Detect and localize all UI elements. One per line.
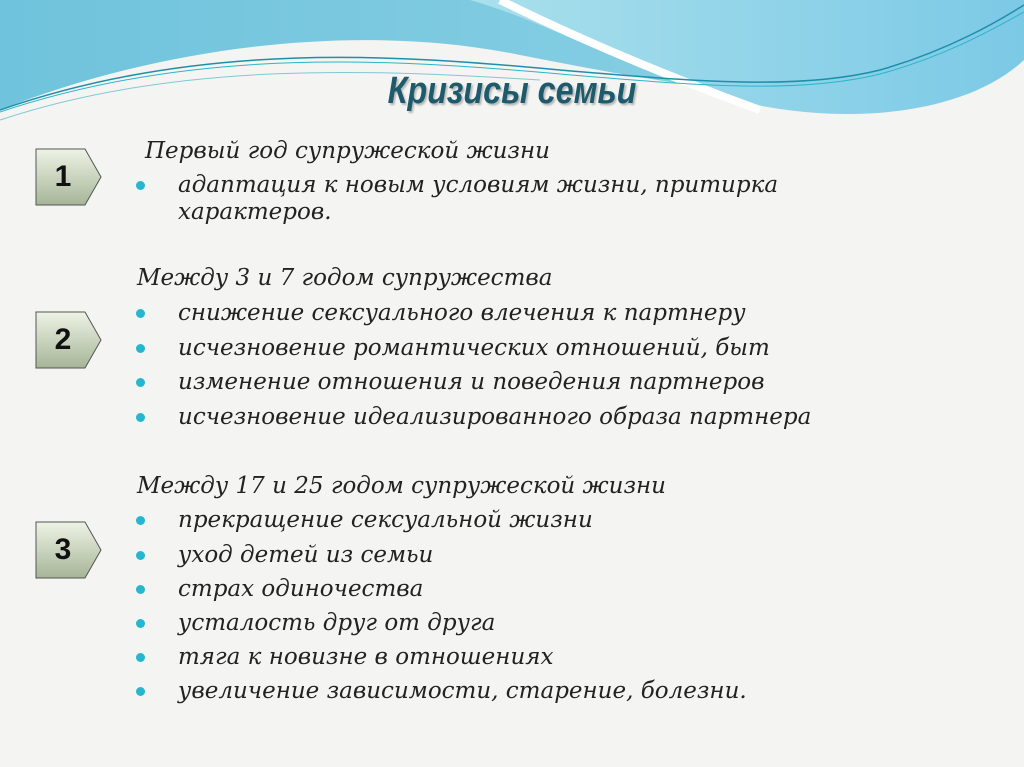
section-1-badge [35, 148, 103, 206]
list-item: адаптация к новым условиям жизни, притирка [178, 172, 779, 198]
list-item: прекращение сексуальной жизни [178, 507, 593, 533]
section-2-badge [35, 311, 103, 369]
bullet-icon [136, 687, 145, 696]
bullet-icon [136, 619, 145, 628]
list-item: тяга к новизне в отношениях [178, 644, 554, 670]
bullet-icon [136, 653, 145, 662]
bullet-icon [136, 181, 145, 190]
slide-title: Кризисы семьи [387, 70, 637, 112]
section-heading: Между 17 и 25 годом супружеской жизни [137, 473, 666, 499]
section-heading: Первый год супружеской жизни [145, 138, 550, 164]
list-item: снижение сексуального влечения к партнеру [178, 300, 746, 326]
list-item: увеличение зависимости, старение, болезни. [178, 678, 747, 704]
list-item: уход детей из семьи [178, 542, 434, 568]
section-heading: Между 3 и 7 годом супружества [137, 265, 553, 291]
bullet-icon [136, 309, 145, 318]
section-3-badge [35, 521, 103, 579]
bullet-icon [136, 378, 145, 387]
bullet-icon [136, 344, 145, 353]
bullet-icon [136, 413, 145, 422]
section-number: 2 [54, 323, 72, 356]
section-number: 1 [54, 160, 72, 193]
list-item: исчезновение идеализированного образа партнера [178, 404, 812, 430]
section-number: 3 [54, 533, 72, 566]
list-item: исчезновение романтических отношений, быт [178, 335, 770, 361]
list-item: страх одиночества [178, 576, 424, 602]
list-item: усталость друг от друга [178, 610, 496, 636]
list-item: изменение отношения и поведения партнеров [178, 369, 765, 395]
bullet-icon [136, 585, 145, 594]
bullet-icon [136, 516, 145, 525]
bullet-icon [136, 551, 145, 560]
list-item: характеров. [178, 199, 332, 225]
